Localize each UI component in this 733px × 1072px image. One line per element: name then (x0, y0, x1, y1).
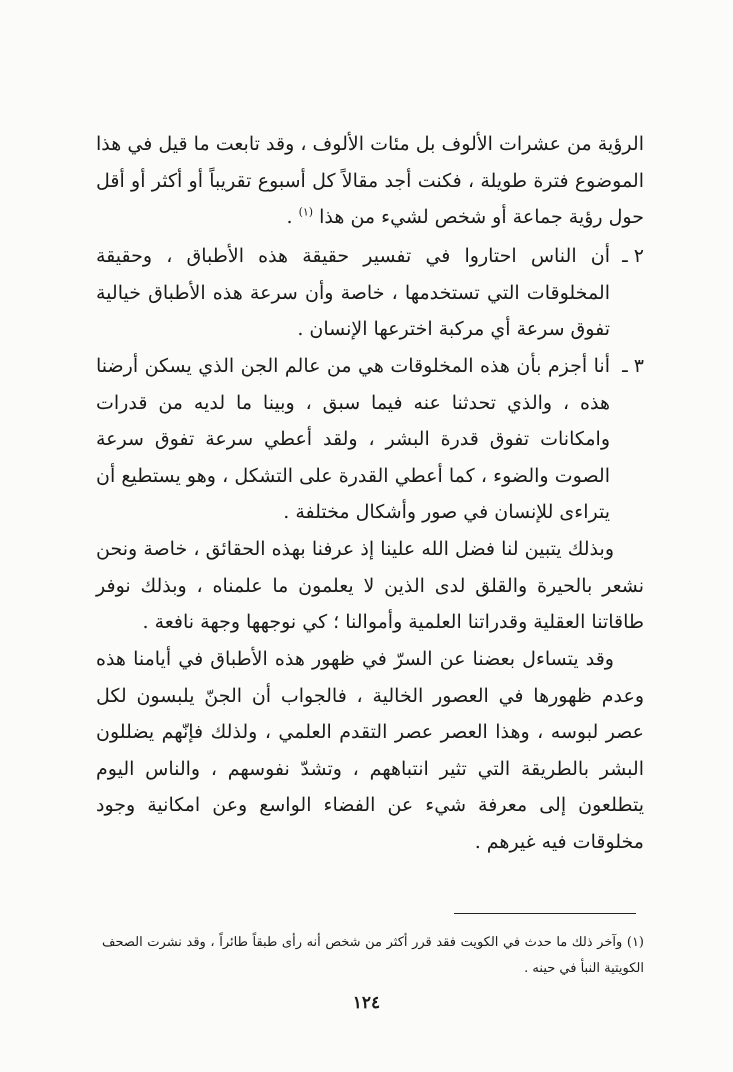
item-number: ٣ ـ (622, 355, 644, 377)
paragraph-2: وبذلك يتبين لنا فضل الله علينا إذ عرفنا بهذه الحقائق ، خاصة ونحن نشعر بالحيرة والقلق لدى الذين لا يعلمون ما علمناه ، وبذلك نوفر طاقاتنا العقلية وقدراتنا العلمية وأموالنا ؛ كي نوجهها وجهة نافعة . (96, 538, 645, 634)
item-number: ٢ ـ (622, 245, 644, 267)
item-text: أنا أجزم بأن هذه المخلوقات هي من عالم الجن الذي يسكن أرضنا هذه ، والذي تحدثنا عنه فيما سبق ، وبينا ما لديه من قدرات وامكانات تفوق قدرة البشر ، ولقد أعطي سرعة تفوق سرعة الصوت والضوء ، كما أعطي القدرة على التشكل ، وهو يستطيع أن يتراءى للإنسان في صور وأشكال مختلفة . (96, 355, 610, 524)
numbered-item-3 (96, 348, 644, 531)
footnote-reference[interactable]: (١) (298, 205, 314, 219)
item-text: أن الناس احتاروا في تفسير حقيقة هذه الأطباق ، وحقيقة المخلوقات التي تستخدمها ، خاصة وأن سرعة هذه الأطباق خيالية تفوق سرعة أي مركبة اخترعها الإنسان . (96, 245, 610, 341)
paragraph-1-text: الرؤية من عشرات الألوف بل مئات الألوف ، وقد تابعت ما قيل في هذا الموضوع فترة طويلة ، فكنت أجد مقالاً كل أسبوع تقريباً أو أكثر أو أقل حول رؤية جماعة أو شخص لشيء من هذا (96, 133, 644, 229)
paragraph-3: وقد يتساءل بعضنا عن السرّ في ظهور هذه الأطباق في أيامنا هذه وعدم ظهورها في العصور الخالية ، فالجواب أن الجنّ يلبسون لكل عصر لبوسه ، وهذا العصر عصر التقدم العلمي ، ولذلك فإنّهم يضللون البشر بالطريقة التي تثير انتباههم ، وتشدّ نفوسهم ، والناس اليوم يتطلعون إلى معرفة شيء عن الفضاء الواسع وعن امكانية وجود مخلوقات فيه غيرهم . (96, 648, 644, 853)
paragraph-1-end: . (286, 206, 299, 229)
numbered-item-2 (96, 238, 644, 348)
page-number: ١٢٤ (352, 993, 381, 1013)
footnote: (١) وآخر ذلك ما حدث في الكويت فقد قرر أكثر من شخص أنه رأى طبقاً طائراً ، وقد نشرت الصحف الكويتية النبأ في حينه . (102, 935, 644, 976)
footnote-divider (454, 913, 636, 914)
paragraph-continued (96, 126, 644, 236)
